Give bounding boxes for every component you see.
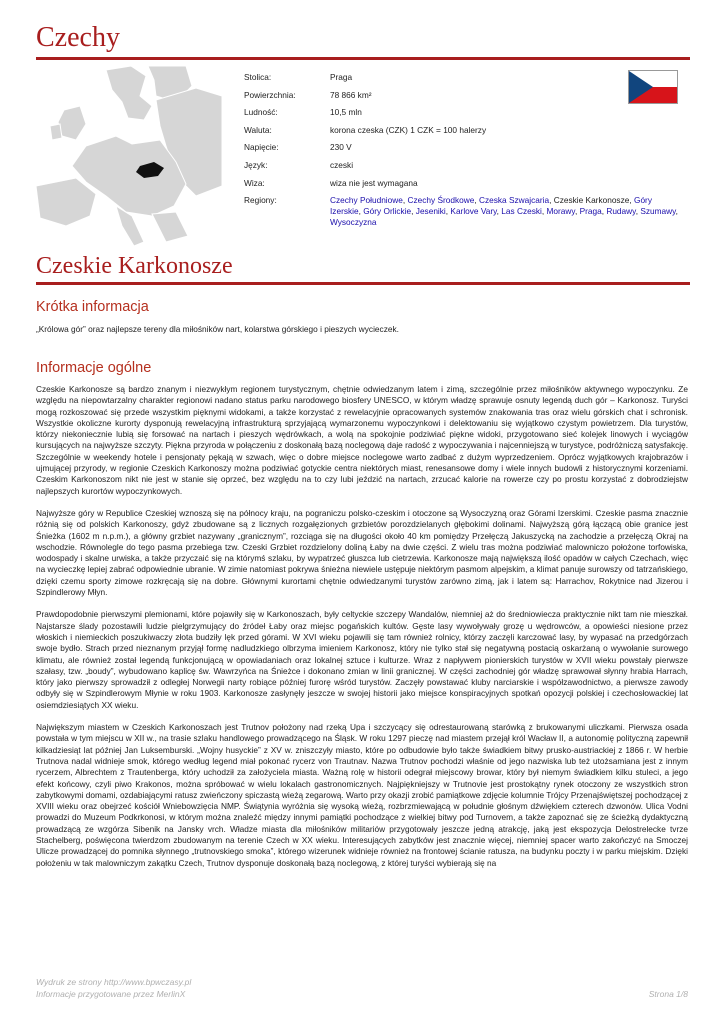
info-value: wiza nie jest wymagana — [330, 177, 418, 188]
page-number: Strona 1/8 — [648, 989, 688, 999]
region-link[interactable]: Morawy — [546, 206, 575, 217]
region-link[interactable]: Czechy Środkowe — [407, 195, 475, 206]
info-value: 230 V — [330, 142, 352, 153]
body-paragraph: Czeskie Karkonosze są bardzo znanym i niezwykłym regionem turystycznym, chętnie odwiedzanym latem i zimą, szczególnie przez miłośników aktywnego wypoczynku. Ze względu na niepowtarzalny charakter regionowi nadano status parku narodowego biosfery UNESCO, w którym władzę sprawuje osnuty legendą duch gór – Karkonosz. Turyści mogą rozkoszować się przede wszystkim pięknymi widokami, a także korzystać z rewelacyjnie opracowanych systemów znakowania tras oraz wielu górskich chat i schronisk. Wszystkie okoliczne kurorty dysponują rewelacyjną infrastrukturą sprzyjającą wymarzonemu wypoczynkowi i delektowaniu się wyjątkowo czystym powietrzem. Dla turystów, którzy niekoniecznie lubią się forsować na nartach i pieszych wędrówkach, a wolą na spokojnie podziwiać piękne widoki, przygotowano sieć kolejek linowych i wyciągów kursujących na najwyższe szczyty. Piękna przyroda w połączeniu z doskonałą bazą noclegową daje radość z wypoczywania i najcenniejszą w turystyce, podróżniczą satysfakcję. Szczególnie w weekendy hotele i pensjonaty pękają w szwach, więc o dobre miejsce noclegowe warto zadbać z dużym wyprzedzeniem. Oprócz wyjątkowych krajobrazów i ujmującej przyrody, w regionie Czeskich Karkonoszy można podziwiać gotyckie centra niektórych miast, renesansowe domy i wiele innych budowli z historycznymi korzeniami. Czeskim Karkonoszom nikt nie jest w stanie się oprzeć, bez względu na to czy lubi jeździć na nartach, zrzucać kalorie na rowerze czy po prostu korzystać z dobrodziejstw najlepszych kurortów wypoczynkowych. — [36, 384, 688, 496]
europe-map-image — [36, 66, 222, 252]
info-label: Ludność: — [244, 107, 278, 118]
info-value: Praga — [330, 72, 353, 82]
region-link[interactable]: Góry Orlickie — [363, 206, 412, 217]
region-current: Czeskie Karkonosze — [553, 195, 630, 206]
info-label: Wiza: — [244, 177, 265, 188]
info-value: korona czeska (CZK) 1 CZK = 100 halerzy — [330, 124, 487, 135]
region-link[interactable]: Góry Izerskie — [330, 195, 652, 217]
region-link[interactable]: Jeseniki — [415, 206, 446, 217]
section-divider — [36, 282, 690, 285]
info-value: 10,5 mln — [330, 107, 362, 118]
info-value: 78 866 km² — [330, 89, 372, 100]
page-footer — [36, 976, 688, 1000]
info-row-currency — [244, 125, 684, 143]
short-info-text: „Królowa gór” oraz najlepsze tereny dla miłośników nart, kolarstwa górskiego i pieszych wycieczek. — [36, 324, 399, 334]
info-row-capital — [244, 72, 684, 90]
country-info-table — [244, 72, 684, 228]
info-row-visa — [244, 178, 684, 196]
info-label: Język: — [244, 159, 268, 170]
region-link[interactable]: Czechy Południowe — [330, 195, 403, 206]
body-paragraph: Prawdopodobnie pierwszymi plemionami, które pojawiły się w Karkonoszach, były celtyckie szczepy Wandalów, niemniej aż do średniowiecza praktycznie nikt tam nie mieszkał. Najstarsze ślady pozostawili ludzie pielgrzymujący do źródeł Łaby oraz miejsc pogańskich kultów. Gęste lasy wywoływały grozę u wędrowców, a opowieści niesione przez włoskich i niemieckich poszukiwaczy złota budziły lęk przed górami. W XVI wieku pojawili się tam również rolnicy, którzy zaczęli karczować lasy, by wypasać na przedgórzach swoje bydło. Strach przed nieznanym przyjął formę nadludzkiego olbrzyma imieniem Karkonosz, który nie tylko stał się negatywną postacią oskarżaną o wywołanie surowego klimatu, ale również został legendą funkcjonującą w opowiadaniach oraz lokalnej sztuce i kulturze. Wraz z napływem pionierskich turystów w XVII wieku powstały pierwsze szałasy, tzw. „boudy”, wybudowano kaplicę św. Wawrzyńca na Śnieżce i dokonano zmian w linii granicznej. W części zachodniej gór władzę sprawował słynny hrabia Harrach, który jako pierwszy sprowadził z odległej Norwegii narty robiące później furorę wśród turystów. Zaczęły powstawać kluby narciarskie i współzawodnictwo, a pierwsze zawody odbyły się w Szpindlerowym Młynie w roku 1903. Karkonosze zasłynęły jeszcze w swojej historii jako miejsce konspiracyjnych spotkań opozycji polskiej i czechosłowackiej lat osiemdziesiątych XX wieku. — [36, 609, 688, 710]
region-link[interactable]: Szumawy — [640, 206, 676, 217]
footer-source-text: Wydruk ze strony http://www.bpwczasy.pl — [36, 977, 192, 987]
info-label: Napięcie: — [244, 142, 279, 153]
info-label: Waluta: — [244, 124, 272, 135]
section-title: Czeskie Karkonosze — [36, 253, 233, 279]
regions-list: Czechy Południowe, Czechy Środkowe, Czeska Szwajcaria, Czeskie Karkonosze, Góry Izerskie, Góry Orlickie, Jeseniki, Karlove Vary, Las Czeski, Morawy, Praga, Rudawy, Szumawy, Wysoczyzna — [330, 195, 678, 228]
country-title: Czechy — [36, 22, 120, 53]
info-row-voltage — [244, 142, 684, 160]
general-info-heading: Informacje ogólne — [36, 360, 152, 376]
region-link[interactable]: Rudawy — [606, 206, 636, 217]
region-link[interactable]: Wysoczyzna — [330, 217, 377, 228]
info-row-population — [244, 107, 684, 125]
title-divider — [36, 57, 690, 60]
region-link[interactable]: Karlove Vary — [450, 206, 497, 217]
footer-author-text: Informacje przygotowane przez MerlinX — [36, 989, 186, 999]
region-link[interactable]: Praga — [579, 206, 602, 217]
info-label: Regiony: — [244, 195, 277, 206]
info-label: Stolica: — [244, 72, 272, 82]
info-value: czeski — [330, 159, 354, 170]
body-paragraph: Najwyższe góry w Republice Czeskiej wznoszą się na północy kraju, na pograniczu polsko-czeskim i otoczone są Wysoczyzną oraz Górami Izerskimi. Czeskie pasma znacznie różnią się od polskich Karkonoszy, gdyż zbudowane są z licznych rozgałęzionych grzbietów porozdzielanych głębokimi dolinami. Najwyższą górą łączącą obie granice jest Śnieżka (1602 m n.p.m.), a główny grzbiet nazywany „granicznym”, rozciąga się na długości około 40 km pomiędzy Przełęczą Jakuszycką na zachodzie a przełęczą Okraj na wschodzie. Równolegle do tego pasma przebiega tzw. Czeski Grzbiet rozdzielony doliną Łaby na dwie części. Z wielu tras można podziwiać malowniczo położone torfowiska, wodospady i skalne urwiska, a także przyczaić się na którymś szlaku, by wypatrzeć głuszca lub cietrzewia. Karkonosze mają największą ilość opadów w całych Czechach, więc na wycieczkę lepiej zabrać odpowiednie ubranie. W zimie natomiast pokrywa śnieżna niewiele ustępuje niektórym pasmom alpejskim, a klimat panuje surowszy od tatrzańskiego, dzięki czemu sporty zimowe rozkręcają się na dobre. Głównymi kurortami chętnie odwiedzanymi turystów zarówno zimą, jak i latem są: Harrachov, Rokytnice nad Jizerou i Szpindlerowy Młyn. — [36, 507, 688, 598]
region-link[interactable]: Czeska Szwajcaria — [479, 195, 550, 206]
region-link[interactable]: Las Czeski — [501, 206, 542, 217]
general-info-body — [36, 384, 688, 880]
info-label: Powierzchnia: — [244, 89, 296, 100]
short-info-heading: Krótka informacja — [36, 299, 149, 315]
info-row-regions — [244, 195, 684, 228]
body-paragraph: Największym miastem w Czeskich Karkonoszach jest Trutnov położony nad rzeką Upa i szczycący się odrestaurowaną starówką z brukowanymi uliczkami. Pierwsza osada powstała w tym miejscu w XII w., na trasie szlaku handlowego prowadzącego na Śląsk. W roku 1297 pieczę nad miastem przejął król Wacław II, a autonomię polityczną zapewnił kilkadziesiąt lat później Jan Luksemburski. „Wojny husyckie” z XV w. zniszczyły miasto, które po odbudowie było także świadkiem bitwy prusko-austriackiej z 1866 r. W herbie Trutnova nadal widnieje smok, którego według legend miał pokonać rycerz von Trautnav. Nazwa Trutnov pochodzi właśnie od jego nazwiska lub też utożsamiana jest z innym rycerzem, Albrechtem z Trautenberga, który uchodził za założyciela miasta. Ważną rolę w historii odegrał miejscowy browar, który był niemym świadkiem kilku stuleci, a jego efekt końcowy, czyli piwo Krakonos, można spróbować w wielu lokalach gastronomicznych. Najpiękniejszy w Trutnovie jest prostokątny rynek otoczony ze wszystkich stron zabytkowymi domami, ozdabiającymi ratusz zwieńczony spiczastą wieżą zegarową. Warto przy okazji zrobić pamiątkowe zdjęcie kolumnie Trójcy Przenajświętszej pochodzącej z XVIII wieku oraz obejrzeć kościół Wniebowzięcia NMP. Świątynia wyróżnia się wysoką wieżą, rozbrzmiewającą w południe głośnym dźwiękiem czterech dzwonów. Ulica Vodni prowadzi do Muzeum Podkrkonosi, w którym można znaleźć między innymi pamiątki pochodzące z wielkiej bitwy pod Turnovem, a także zapoznać się ze ścieżką dydaktyczną prowadzącą ze wzgórza Sibenik na Jansky vrch. Władze miasta dla miłośników militariów przygotowały jeszcze jedną atrakcję, jaką jest ekspozycja Delostrelecke tvrze Stachelberg, poświęcona twierdzom zbudowanym na terenie Czech w XX wieku. Interesujących zabytków jest znacznie więcej, niemniej spacer warto zakończyć na Smoczej Ulicze prowadzącej do pomnika słynnego „trutnovskiego smoka”, którego wizerunek widnieje również na frontowej ścianie ratusza, na budynku poczty i w parku miejskim. Dzięki położeniu w tak malowniczym zakątku Czech, Trutnov dysponuje doskonałą bazą noclegową, z której turyści wybierają się na — [36, 722, 688, 868]
info-row-area — [244, 90, 684, 108]
info-row-language — [244, 160, 684, 178]
